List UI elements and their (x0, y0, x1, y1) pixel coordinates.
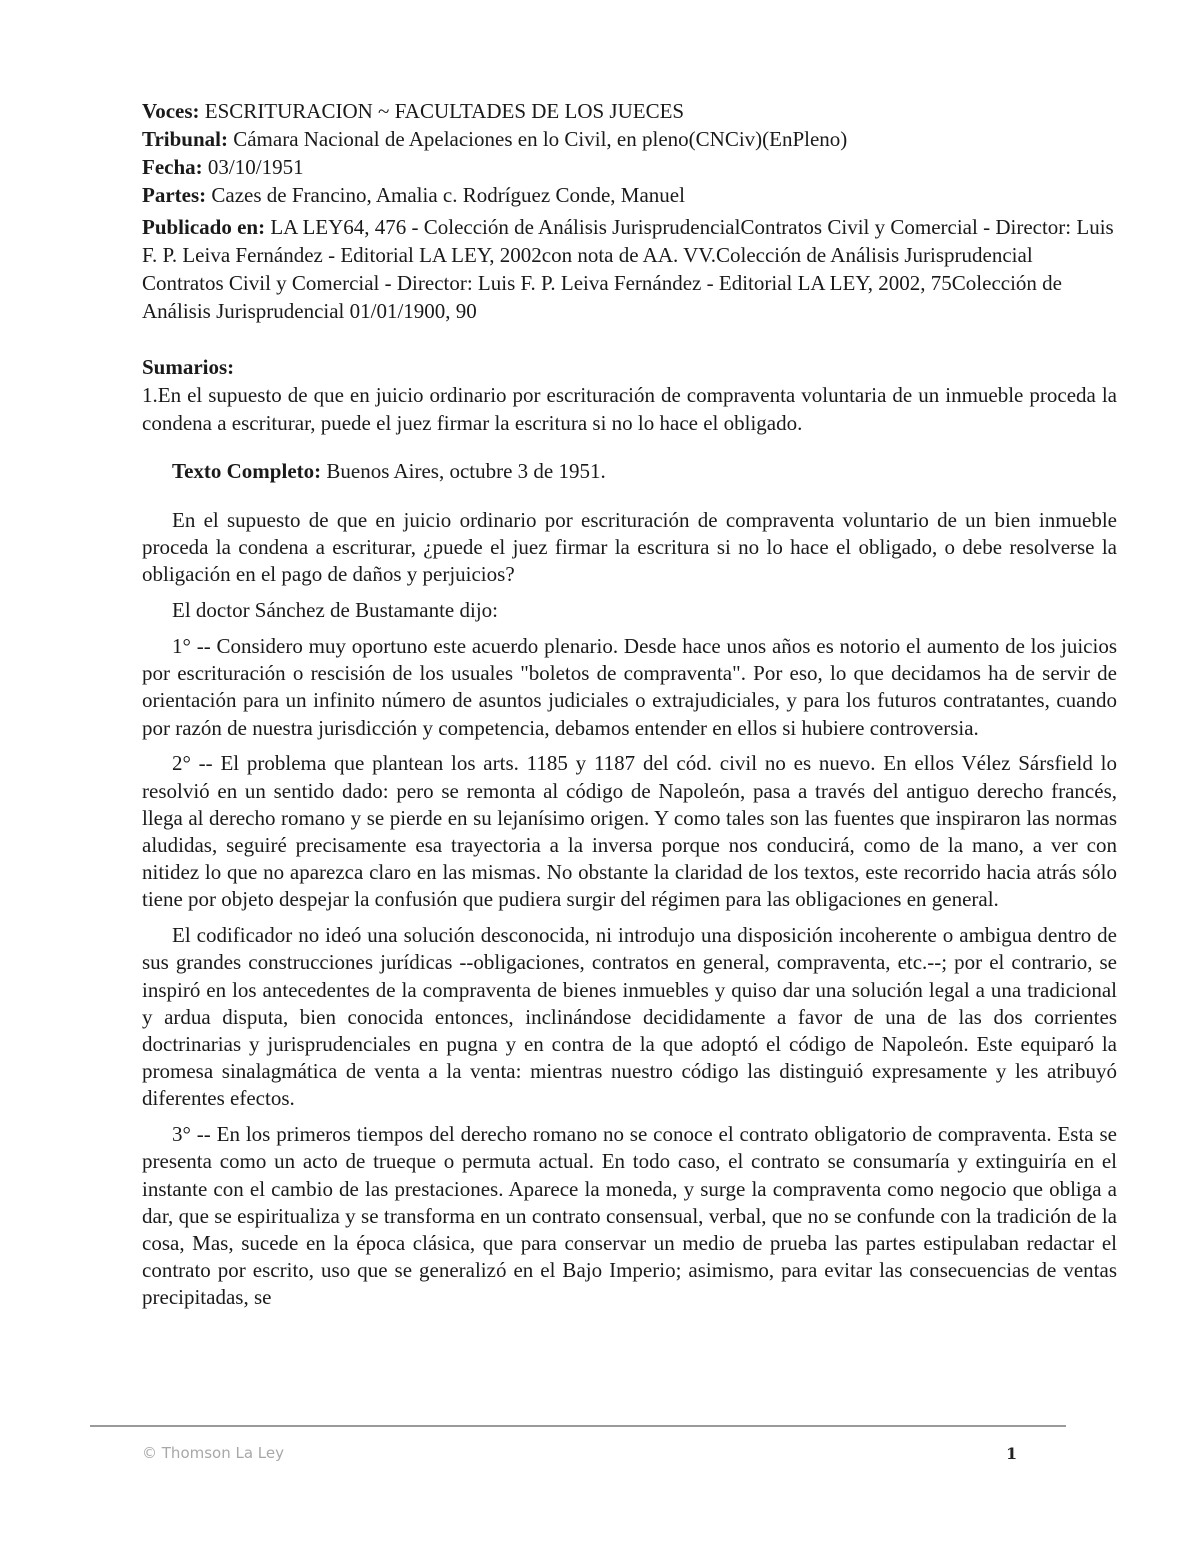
texto-completo-line (142, 457, 1117, 485)
document-page (142, 97, 1117, 1320)
partes-value: Cazes de Francino, Amalia c. Rodríguez Conde, Manuel (206, 183, 685, 207)
spacer (142, 325, 1117, 353)
body-paragraph: El codificador no ideó una solución desconocida, ni introdujo una disposición incoherente o ambigua dentro de sus grandes construcciones jurídicas --obligaciones, contratos en general, compraventa, etc.--; por el contrario, se inspiró en los antecedentes de la compraventa de bienes inmuebles y quiso dar una solución legal a una tradicional y ardua disputa, bien conocida entonces, inclinándose decididamente a favor de una de las dos corrientes doctrinarias y jurisprudenciales en pugna y en contra de la que adoptó el código de Napoleón. Este equiparó la promesa sinalagmática de venta a la venta: mientras nuestro código las distinguió expresamente y les atribuyó diferentes efectos. (142, 923, 1117, 1111)
publicado-value: LA LEY64, 476 - Colección de Análisis JurisprudencialContratos Civil y Comercial - Director: Luis F. P. Leiva Fernández - Editorial LA LEY, 2002con nota de AA. VV.Colección de Análisis Jurisprudencial Contratos Civil y Comercial - Director: Luis F. P. Leiva Fernández - Editorial LA LEY, 2002, 75Colección de Análisis Jurisprudencial 01/01/1900, 90 (142, 215, 1114, 323)
voces-value: ESCRITURACION ~ FACULTADES DE LOS JUECES (199, 99, 685, 123)
body-paragraph: 2° -- El problema que plantean los arts. 1185 y 1187 del cód. civil no es nuevo. En ellos Vélez Sársfield lo resolvió en un sentido dado: pero se remonta al código de Napoleón, pasa a través del antiguo derecho francés, llega al derecho romano y se pierde en su lejanísimo origen. Y como tales son las fuentes que inspiraron las normas aludidas, seguiré precisamente esa trayectoria a la inversa porque nos conducirá, como de la mano, a ver con nitidez lo que no aparezca claro en las mismas. No obstante la claridad de los textos, este recorrido hacia atrás sólo tiene por objeto despejar la confusión que pudiera surgir del régimen para las obligaciones en general. (142, 751, 1117, 912)
partes-line (142, 181, 1117, 209)
partes-label: Partes: (142, 183, 207, 207)
footer-divider (90, 1425, 1066, 1427)
footer-copyright: © Thomson La Ley (142, 1444, 285, 1462)
tribunal-label: Tribunal: (142, 127, 228, 151)
texto-completo-label: Texto Completo: (172, 459, 322, 483)
tribunal-line (142, 125, 1117, 153)
texto-completo-value: Buenos Aires, octubre 3 de 1951. (321, 459, 606, 483)
sumarios-heading: Sumarios: (142, 355, 235, 379)
tribunal-value: Cámara Nacional de Apelaciones en lo Civil, en pleno(CNCiv)(EnPleno) (227, 127, 848, 151)
voces-line (142, 97, 1117, 125)
publicado-line (142, 213, 1117, 325)
body-paragraph: En el supuesto de que en juicio ordinario por escrituración de compraventa voluntario de un bien inmueble proceda la condena a escriturar, ¿puede el juez firmar la escritura si no lo hace el obligado, o debe resolverse la obligación en el pago de daños y perjuicios? (142, 508, 1117, 587)
page-number: 1 (1006, 1444, 1018, 1463)
sumario-item: 1.En el supuesto de que en juicio ordinario por escrituración de compraventa voluntaria de un inmueble proceda la condena a escriturar, puede el juez firmar la escritura si no lo hace el obligado. (142, 383, 1117, 435)
fecha-label: Fecha: (142, 155, 203, 179)
body-paragraph: 1° -- Considero muy oportuno este acuerdo plenario. Desde hace unos años es notorio el aumento de los juicios por escrituración o rescisión de los usuales "boletos de compraventa". Por eso, lo que decidamos ha de servir de orientación para un infinito número de asuntos judiciales o extrajudiciales, y para los futuros contratantes, cuando por razón de nuestra jurisdicción y competencia, debamos entender en ellos si hubiere controversia. (142, 634, 1117, 740)
publicado-label: Publicado en: (142, 215, 266, 239)
voces-label: Voces: (142, 99, 200, 123)
fecha-line (142, 153, 1117, 181)
body-paragraph: El doctor Sánchez de Bustamante dijo: (172, 598, 498, 623)
body-paragraph: 3° -- En los primeros tiempos del derecho romano no se conoce el contrato obligatorio de compraventa. Esta se presenta como un acto de trueque o permuta actual. En todo caso, el contrato se consumaría y extinguiría en el instante con el cambio de las prestaciones. Aparece la moneda, y surge la compraventa como negocio que obliga a dar, que se espiritualiza y se transforma en un contrato consensual, verbal, que no se confunde con la tradición de la cosa, Mas, sucede en la época clásica, que para conservar un medio de prueba las partes estipulaban redactar el contrato por escrito, uso que se generalizó en el Bajo Imperio; asimismo, para evitar las consecuencias de ventas precipitadas, se (142, 1122, 1117, 1310)
fecha-value: 03/10/1951 (202, 155, 304, 179)
